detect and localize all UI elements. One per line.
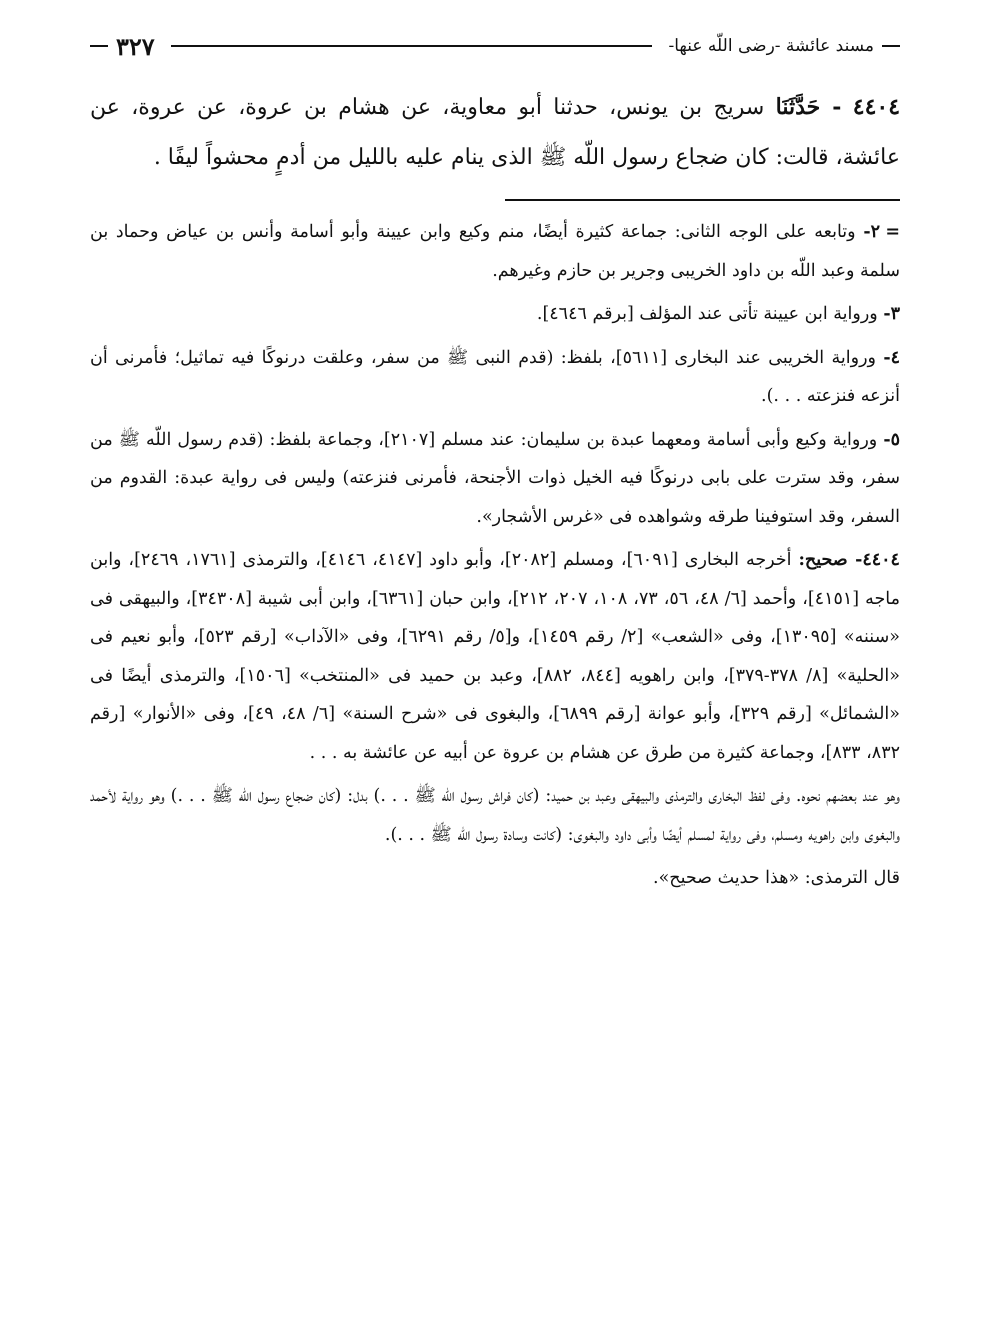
- continuation-mark: =: [885, 222, 900, 242]
- footnote-item: [90, 295, 900, 334]
- takhrij-block: [90, 541, 900, 772]
- running-header: [90, 24, 900, 68]
- footnote-item: [90, 213, 900, 290]
- takhrij-text: أخرجه البخارى [٦٠٩١]، ومسلم [٢٠٨٢]، وأبو داود [٤١٤٧، ٤١٤٦]، والترمذى [١٧٦١، ٢٤٦٩]، وابن ماجه [٤١٥١]، وأحمد [٦/ ٤٨، ٥٦، ٧٣، ١٠٨، ٢٠٧، ٢١٢]، وابن حبان [٦٣٦١]، وابن أبى شيبة [٣٤٣٠٨]، والبيهقى فى «سننه» [١٣٠٩٥]، وفى «الشعب» [٢/ رقم ١٤٥٩]، و[٥/ رقم ٦٢٩١]، وفى «الآداب» [رقم ٥٢٣]، وأبو نعيم فى «الحلية» [٨/ ٣٧٨-٣٧٩]، وابن راهويه [٨٤٤، ٨٨٢]، وعبد بن حميد فى «المنتخب» [١٥٠٦]، والترمذى أيضًا فى «الشمائل» [رقم ٣٢٩]، وأبو عوانة [رقم ٦٨٩٩]، والبغوى فى «شرح السنة» [٦/ ٤٨، ٤٩]، وفى «الأنوار» [رقم ٨٣٢، ٨٣٣]، وجماعة كثيرة من طرق عن هشام بن عروة عن أبيه عن عائشة به . . .: [90, 550, 901, 763]
- footnote-text: وتابعه على الوجه الثانى: جماعة كثيرة أيضًا، منم وكيع وابن عيينة وأبو أسامة وأنس بن عياض وحماد بن سلمة وعبد اللّه بن داود الخريبى وجرير بن حازم وغيرهم.: [90, 222, 900, 281]
- header-dash-right: [882, 45, 900, 47]
- footnote-text: ورواية وكيع وأبى أسامة ومعهما عبدة بن سليمان: عند مسلم [٢١٠٧]، وجماعة بلفظ: (قدم رسول اللّه ﷺ من سفر، وقد سترت على بابى درنوكًا فيه الخيل ذوات الأجنحة، فأمرنى فنزعته) وليس فى رواية عبدة: القدوم من السفر، وقد استوفينا طرقه وشواهده فى «غرس الأشجار».: [90, 429, 900, 527]
- footnote-text: ورواية ابن عيينة تأتى عند المؤلف [برقم ٤٦٤٦].: [536, 304, 878, 324]
- footnote-text: ورواية الخريبى عند البخارى [٥٦١١]، بلفظ: (قدم النبى ﷺ من سفر، وعلقت درنوكًا فيه تماثيل؛ فأمرنى أن أنزعه فنزعته . . .).: [90, 347, 900, 406]
- header-dash-left: [90, 45, 108, 47]
- tirmidhi-verdict: قال الترمذى: «هذا حديث صحيح».: [653, 868, 900, 888]
- book-page: [90, 24, 900, 903]
- page-number: ٣٢٧: [116, 31, 155, 61]
- hadith-body: سريج بن يونس، حدثنا أبو معاوية، عن هشام بن عروة، عن عروة، عن عائشة، قالت: كان ضجاع رسول اللّه ﷺ الذى ينام عليه بالليل من أدمٍ محشواً ليفًا .: [90, 95, 900, 170]
- footnote-label: ٢-: [863, 222, 880, 242]
- footnote-label: ٥-: [883, 429, 900, 450]
- running-title: مسند عائشة -رضى اللّه عنها-: [668, 36, 874, 56]
- footnote-label: ٤-: [883, 347, 901, 368]
- takhrij-label: ٤٤٠٤- صحيح:: [798, 550, 900, 570]
- hadith-number: ٤٤٠٤: [852, 94, 901, 120]
- footnotes: [90, 213, 900, 898]
- hadith-lead-word: - حَدَّثَنَا: [775, 94, 842, 120]
- header-rule: [171, 45, 653, 47]
- takhrij-note: وهو عند بعضهم نحوه. وفى لفظ البخارى والترمذى والبيهقى وعبد بن حميد: (كان فراش رسول اللّه ﷺ . . .) بدل: (كان ضجاع رسول اللّه ﷺ . . .) وهو رواية لأحمد والبغوى وابن راهويه ومسلم، وفى رواية لمسلم أيضًا وأبى داود والبغوى: (كانت وسادة رسول اللّه ﷺ . . .).: [90, 786, 900, 845]
- footnote-item: [90, 421, 900, 537]
- footnote-label: ٣-: [883, 304, 900, 324]
- footnote-separator: [505, 199, 900, 201]
- hadith-text-block: [90, 82, 900, 183]
- footnote-item: [90, 339, 900, 416]
- hadith-lead-text: حَدَّثَنَا: [775, 94, 821, 120]
